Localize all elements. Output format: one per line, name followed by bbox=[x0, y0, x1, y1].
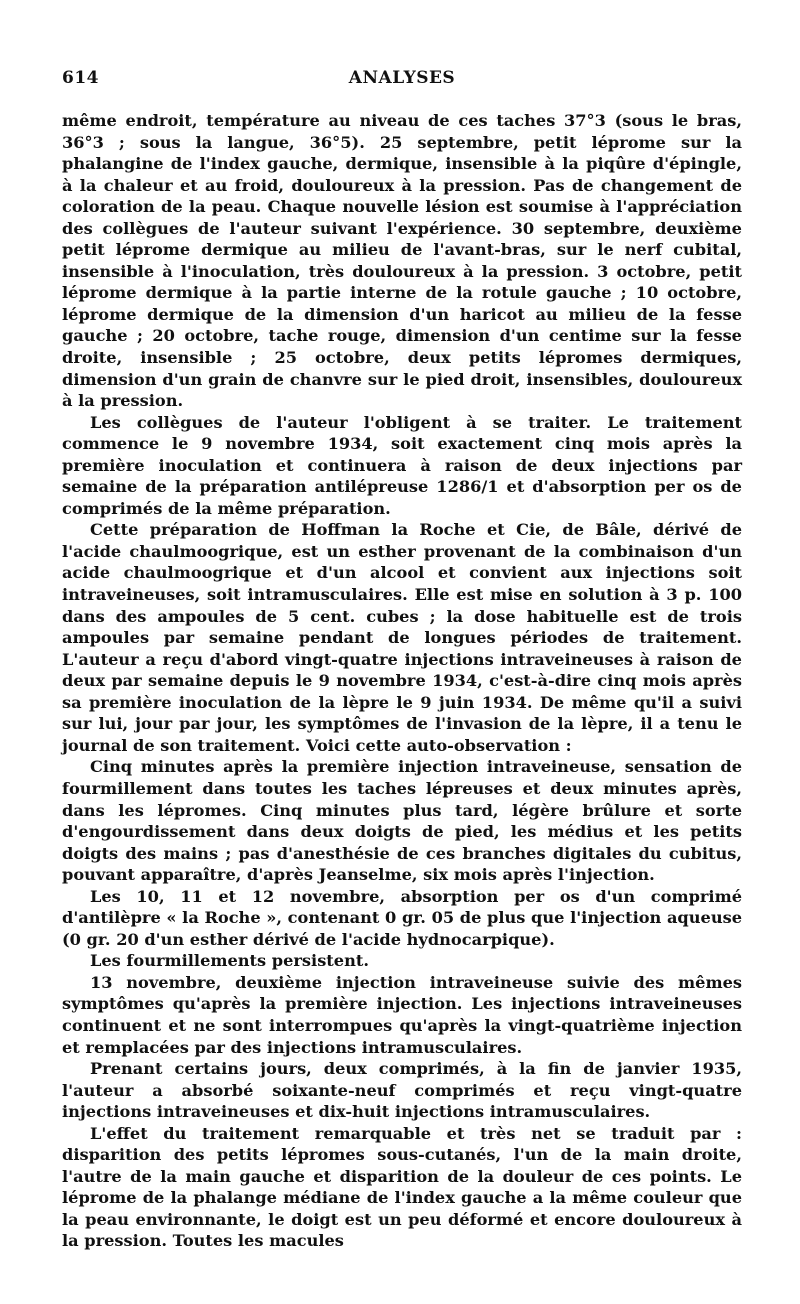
paragraph: Les collègues de l'auteur l'obligent à se traiter. Le traitement commence le 9 novembre 1934, soit exactement cinq mois après la première inoculation et continuera à raison de deux injections par semaine de la préparation antilépreuse 1286/1 et d'absorption per os de comprimés de la même préparation. bbox=[62, 412, 742, 518]
body-text bbox=[62, 110, 742, 1252]
paragraph: Les 10, 11 et 12 novembre, absorption per os d'un comprimé d'antilèpre « la Roche », contenant 0 gr. 05 de plus que l'injection aqueuse (0 gr. 20 d'un esther dérivé de l'acide hydnocarpique). bbox=[62, 886, 742, 949]
page-header bbox=[62, 68, 742, 92]
paragraph: Les fourmillements persistent. bbox=[90, 951, 369, 971]
paragraph: Cinq minutes après la première injection intraveineuse, sensation de fourmillement dans toutes les taches lépreuses et deux minutes après, dans les lépromes. Cinq minutes plus tard, légère brûlure et sorte d'engourdissement dans deux doigts de pied, les médius et les petits doigts des mains ; pas d'anesthésie de ces branches digitales du cubitus, pouvant apparaître, d'après Jeanselme, six mois après l'injection. bbox=[62, 757, 742, 885]
paragraph: Cette préparation de Hoffman la Roche et Cie, de Bâle, dérivé de l'acide chaulmoogrique, est un esther provenant de la combinaison d'un acide chaulmoogrique et d'un alcool et convient aux injections soit intraveineuses, soit intramusculaires. Elle est mise en solution à 3 p. 100 dans des ampoules de 5 cent. cubes ; la dose habituelle est de trois ampoules par semaine pendant de longues périodes de traitement. L'auteur a reçu d'abord vingt-quatre injections intraveineuses à raison de deux par semaine depuis le 9 novembre 1934, c'est-à-dire cinq mois après sa première inoculation de la lèpre le 9 juin 1934. De même qu'il a suivi sur lui, jour par jour, les symptômes de l'invasion de la lèpre, il a tenu le journal de son traitement. Voici cette auto-observation : bbox=[62, 520, 742, 755]
paragraph: L'effet du traitement remarquable et très net se traduit par : disparition des petits lépromes sous-cutanés, l'un de la main droite, l'autre de la main gauche et disparition de la douleur de ces points. Le léprome de la phalange médiane de l'index gauche a la même couleur que la peau environnante, le doigt est un peu déformé et encore douloureux à la pression. Toutes les macules bbox=[62, 1123, 742, 1251]
page-number: 614 bbox=[62, 68, 99, 88]
running-title: ANALYSES bbox=[348, 68, 456, 88]
paragraph: même endroit, température au niveau de ces taches 37°3 (sous le bras, 36°3 ; sous la langue, 36°5). 25 septembre, petit léprome sur la phalangine de l'index gauche, dermique, insensible à la piqûre d'épingle, à la chaleur et au froid, douloureux à la pression. Pas de changement de coloration de la peau. Chaque nouvelle lésion est soumise à l'appréciation des collègues de l'auteur suivant l'expérience. 30 septembre, deuxième petit léprome dermique au milieu de l'avant-bras, sur le nerf cubital, insensible à l'inoculation, très douloureux à la pression. 3 octobre, petit léprome dermique à la partie interne de la rotule gauche ; 10 octobre, léprome dermique de la dimension d'un haricot au milieu de la fesse gauche ; 20 octobre, tache rouge, dimension d'un centime sur la fesse droite, insensible ; 25 octobre, deux petits lépromes dermiques, dimension d'un grain de chanvre sur le pied droit, insensibles, douloureux à la pression. bbox=[62, 111, 742, 411]
paragraph: 13 novembre, deuxième injection intraveineuse suivie des mêmes symptômes qu'après la première injection. Les injections intraveineuses continuent et ne sont interrompues qu'après la vingt-quatrième injection et remplacées par des injections intramusculaires. bbox=[62, 972, 742, 1057]
paragraph: Prenant certains jours, deux comprimés, à la fin de janvier 1935, l'auteur a absorbé soixante-neuf comprimés et reçu vingt-quatre injections intraveineuses et dix-huit injections intramusculaires. bbox=[62, 1059, 742, 1122]
